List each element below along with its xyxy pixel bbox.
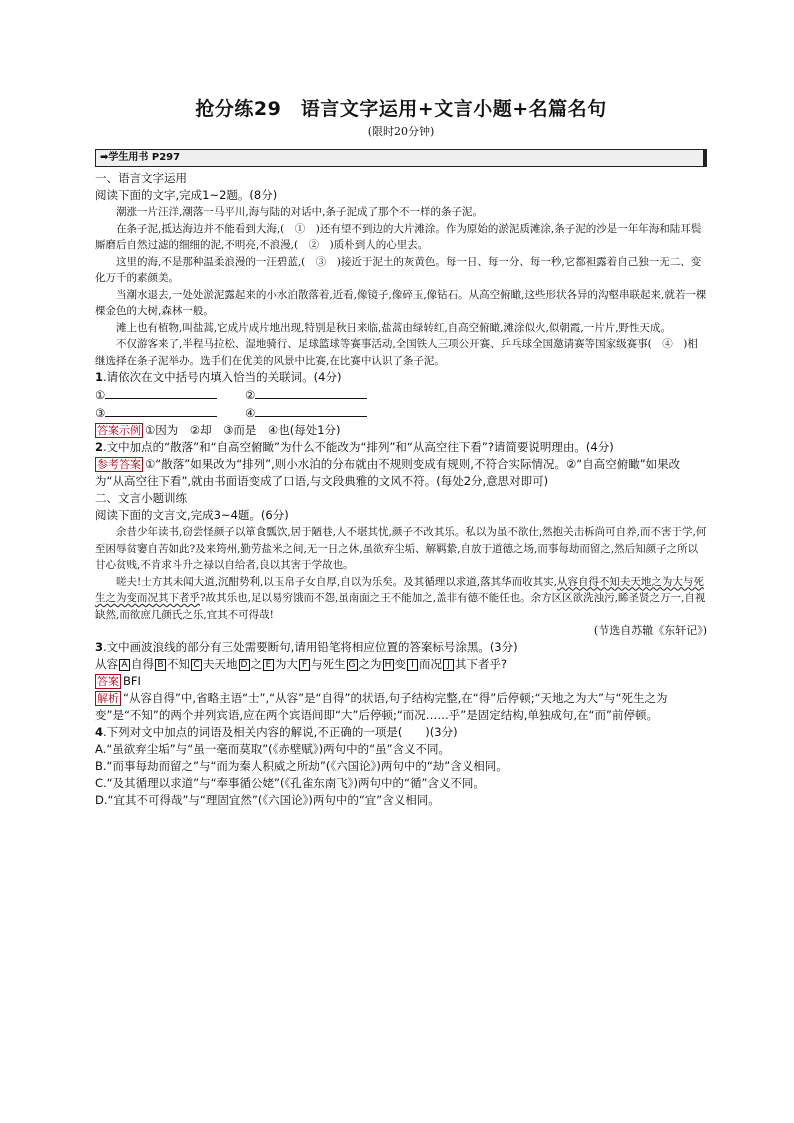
answer-2 — [95, 456, 707, 490]
question-number: 4 — [95, 725, 104, 739]
analysis-3 — [95, 690, 707, 724]
passage-text: 嗟夫!士方其未闻大道,沉酣势利,以玉帛子女自厚,自以为乐矣。及其循理以求道,落其华而收其实, — [116, 575, 557, 588]
classical-passage — [95, 524, 707, 639]
blank-row — [95, 404, 245, 422]
segment-text: 变 — [394, 657, 406, 671]
question-number: 1 — [95, 370, 104, 384]
question-text: .文中画波浪线的部分有三处需要断句,请用铅笔将相应位置的答案标号涂黑。(3分) — [103, 640, 518, 654]
option-box-b[interactable]: B — [155, 659, 166, 671]
passage-paragraph: 当潮水退去,一处处淤泥露起来的小水泊散落着,近看,像镜子,像碎玉,像钻石。从高空俯瞰,这些形状各异的沟壑串联起来,就若一棵棵金色的大树,森林一般。 — [95, 288, 707, 317]
worksheet-page — [95, 96, 707, 809]
answer-blanks — [95, 386, 707, 422]
question-4 — [95, 724, 707, 741]
book-ref-bar — [95, 149, 707, 167]
option-box-a[interactable]: A — [119, 659, 130, 671]
question-number: 3 — [95, 640, 104, 654]
option-box-d[interactable]: D — [239, 659, 250, 671]
blank-input[interactable] — [255, 404, 367, 417]
passage-paragraph — [95, 574, 707, 624]
segment-text: 自得 — [131, 657, 154, 671]
blank-input[interactable] — [105, 386, 217, 399]
answer-tag: 答案 — [97, 675, 119, 688]
page-title: 抢分练29 语言文字运用+文言小题+名篇名句 — [195, 98, 607, 120]
blank-label: ② — [245, 388, 256, 402]
answer-text: ①“散落”如果改为“排列”,则小水泊的分布就由不规则变成有规则,不符合实际情况。②“自高空俯瞰”如果改为“从高空往下看”,就由书面语变成了口语,与文段典雅的文风不符。(每处2分,意思对即可) — [95, 457, 681, 488]
option-box-e[interactable]: E — [263, 659, 274, 671]
question-text: .请依次在文中括号内填入恰当的关联词。(4分) — [103, 370, 342, 384]
question-number: 2 — [95, 440, 104, 454]
question-1 — [95, 369, 707, 386]
option-box-i[interactable]: I — [407, 659, 418, 671]
passage-paragraph: 在条子泥,抵达海边并不能看到大海,( ① )还有望不到边的大片滩涂。作为原始的淤泥质滩涂,条子泥的沙是一年年海和陆耳鬓厮磨后自然过滤的细细的泥,不明亮,不浪漫,( ② )质朴到人的心里去。 — [95, 222, 702, 251]
source-note: (节选自苏辙《东轩记》) — [593, 624, 707, 637]
answer-3 — [95, 673, 707, 690]
option-box-h[interactable]: H — [383, 659, 394, 671]
segment-text: 其下者乎? — [455, 657, 508, 671]
time-limit: (限时20分钟) — [367, 125, 435, 138]
segment-text: 而况 — [419, 657, 442, 671]
blank-row — [95, 386, 245, 404]
choice-b[interactable]: B.“而事每劫而留之”与“而为秦人积威之所劫”(《六国论》)两句中的“劫”含义相同。 — [95, 759, 508, 773]
choice-d[interactable]: D.“宜其不可得哉”与“理固宜然”(《六国论》)两句中的“宜”含义相同。 — [95, 793, 440, 807]
blank-input[interactable] — [255, 386, 367, 399]
passage-text: ?故其乐也,足以易穷饿而不怨,虽南面之王不能加之,盖非有德不能任也。余方区区欲洗浊污,睎圣贤之万一,自视缺然,而欲庶几颜氏之乐,宜其不可得哉! — [95, 592, 706, 621]
segment-text: 夫天地 — [203, 657, 238, 671]
question-2 — [95, 439, 707, 456]
section1-instruction: 阅读下面的文字,完成1~2题。(8分) — [95, 188, 278, 202]
segment-text: 与死生 — [311, 657, 346, 671]
segment-text: 不知 — [167, 657, 190, 671]
section2-instruction: 阅读下面的文言文,完成3~4题。(6分) — [95, 508, 289, 522]
segment-text: 从容 — [95, 657, 118, 671]
option-box-c[interactable]: C — [191, 659, 202, 671]
section2-heading: 二、文言小题训练 — [95, 491, 187, 505]
section1-passage — [95, 204, 707, 369]
answer-text: ①因为 ②却 ③而是 ④也(每处1分) — [145, 423, 341, 437]
segment-text: 为大 — [275, 657, 298, 671]
segment-text: 之为 — [358, 657, 382, 671]
blank-row — [245, 404, 395, 422]
analysis-tag: 解析 — [97, 692, 119, 705]
choice-a[interactable]: A.“虽欲弃尘垢”与“虽一毫而莫取”(《赤壁赋》)两句中的“虽”含义不同。 — [95, 742, 451, 756]
choice-c[interactable]: C.“及其循理以求道”与“奉事循公姥”(《孔雀东南飞》)两句中的“循”含义不同。 — [95, 776, 485, 790]
answer-tag: 参考答案 — [97, 458, 141, 471]
blank-label: ③ — [95, 406, 106, 420]
passage-paragraph: 滩上也有植物,叫盐蒿,它成片成片地出现,特别是秋日来临,盐蒿由绿转红,自高空俯瞰,滩涂似火,似朝霞,一片片,野性天成。 — [116, 321, 672, 334]
passage-paragraph: 不仅游客来了,半程马拉松、湿地骑行、足球篮球等赛事活动,全国铁人三项公开赛、乒乓球全国邀请赛等国家级赛事( ④ )相继选择在条子泥举办。选手们在优美的风景中比赛,在比赛中认识了条子泥。 — [95, 338, 698, 367]
question-text: .文中加点的“散落”和“自高空俯瞰”为什么不能改为“排列”和“从高空往下看”?请简要说明理由。(4分) — [103, 440, 614, 454]
section1-heading: 一、语言文字运用 — [95, 171, 187, 185]
passage-paragraph: 这里的海,不是那种温柔浪漫的一汪碧蓝,( ③ )接近于泥土的灰黄色。每一日、每一分、每一秒,它都袒露着自己独一无二、变化万千的素颜美。 — [95, 255, 702, 284]
blank-input[interactable] — [105, 404, 217, 417]
blank-label: ④ — [245, 406, 256, 420]
question-text: .下列对文中加点的词语及相关内容的解说,不正确的一项是( )(3分) — [103, 725, 458, 739]
blank-label: ① — [95, 388, 106, 402]
segmentation-options — [95, 656, 707, 673]
option-box-j[interactable]: J — [443, 659, 454, 671]
wavy-underlined-text: 从容自得不知夫天地之为大与死生之为变而况其下者乎 — [95, 575, 704, 604]
answer-tag: 答案示例 — [97, 424, 141, 437]
segment-text: 之 — [250, 657, 262, 671]
blank-row — [245, 386, 395, 404]
answer-1 — [95, 422, 707, 439]
question-3 — [95, 639, 707, 656]
passage-paragraph: 潮涨一片汪洋,潮落一马平川,海与陆的对话中,条子泥成了那个不一样的条子泥。 — [116, 206, 484, 218]
passage-paragraph: 余昔少年读书,窃尝怪颜子以箪食瓢饮,居于陋巷,人不堪其忧,颜子不改其乐。私以为虽不欲仕,然抱关击柝尚可自养,而不害于学,何至困辱贫窭自苦如此?及来筠州,勤劳盐米之间,无一日之休,虽欲弃尘垢、解羁絷,自放于道德之场,而事每劫而留之,然后知颜子之所以甘心贫贱,不肯求斗升之禄以自给者,良以其害于学故也。 — [95, 526, 707, 571]
analysis-text: “从容自得”中,省略主语“士”,“从容”是“自得”的状语,句子结构完整,在“得”后停顿;“天地之为大”与“死生之为变”是“不知”的两个并列宾语,应在两个宾语间即“大”后停顿;“而况……乎”是固定结构,单独成句,在“而”前停顿。 — [95, 691, 668, 722]
option-box-f[interactable]: F — [299, 659, 310, 671]
book-ref: ➡学生用书 P297 — [100, 152, 181, 163]
answer-text: BFI — [123, 674, 141, 688]
option-box-g[interactable]: G — [347, 659, 358, 671]
